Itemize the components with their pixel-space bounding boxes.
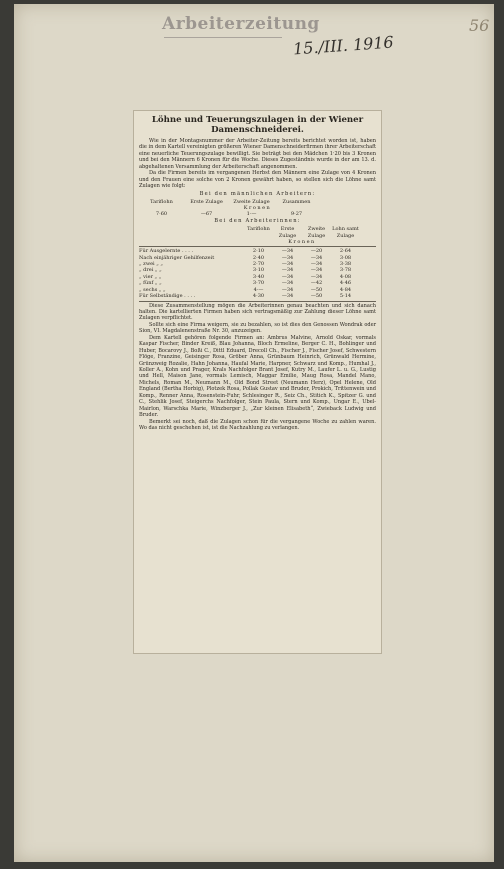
table-cell: —50 <box>310 286 323 293</box>
firm-list: Dem Kartell gehören folgende Firmen an: Ambrus Malvine, Arnold Oskar, vormals Kaspar Fischer, Binder Kreiß, Blau Johanna, Bloch Ermeline, Berger C. H., Bohlinger und Huber, Bocarovy J., Boßi C., Dittl Eduard, Drecoll Ch., Fischer J., Fischer Josef, Schwestern Flöge, Franzine, Geisinger Rosa, Gröber Anna, Grünbaum Heinrich, Grünwald Hermine, Grünzweig Rozalie, Hahn Johanna, Haufal Marie, Harpner, Schwarz und Komp., Humhal J., Koller A., Kohn und Prager, Krals Nachfolger Brant Josef, Kutry M., Laufer L. u. G., Lustig und Hell, Maison Jane, vormals Lemisch, Maggar Emilie, Maug Rosa, Mandel Mano, Michels, Roman M., Neumann M., Old Bond Street (Neumann Herz), Opel Helene, Old England (Bertha Horbig), Plotzek Rosa, Pollak Gustav und Bruder, Prokich, Trittenwein und Komp., Renner Anna, Rosenstein-Fuhr, Schlesinger R., Seiz Ch., Stitich K., Spitzer G. und C., Stehlik Josef, Steigerchs Nachfolger, Stein Paula, Stern und Komp., Ungar E., Ubel-Mairlon, Warschka Marie, Winzberger J., „Zur kleinen Elisabeth“, Zwieback Ludwig und Bruder. <box>139 334 376 419</box>
women-table-header <box>139 226 376 239</box>
page-number: 56 <box>469 16 490 35</box>
table-cell: —20 <box>310 248 323 255</box>
row-label: „ drei „ „ <box>139 267 162 274</box>
stamp-underline <box>164 37 282 38</box>
women-col-header: Zweite Zulage <box>307 226 326 239</box>
row-label: Für Selbständige . . . . <box>139 293 196 300</box>
newspaper-stamp: Arbeiterzeitung <box>162 14 320 34</box>
table-cell: 2·40 <box>252 254 265 261</box>
table-cell: 3·70 <box>252 280 265 287</box>
table-cell: —50 <box>310 293 323 300</box>
article-para2: Da die Firmen bereits im vergangenen Herbst den Männern eine Zulage von 4 Kronen und den Frauen eine solche von 2 Kronen gewährt haben, so stellen sich die Löhne samt Zulagen wie folgt: <box>139 170 376 190</box>
table-cell: 2·70 <box>252 261 265 268</box>
table-cell: —34 <box>281 254 294 261</box>
table-cell: —34 <box>310 254 323 261</box>
table-cell: —67 <box>200 211 213 218</box>
men-col-header: Erste Zulage <box>190 198 223 205</box>
table-cell: —34 <box>281 273 294 280</box>
women-table-body <box>134 248 381 299</box>
handwritten-date: 15./III. 1916 <box>292 32 395 59</box>
row-label: „ fünf „ „ <box>139 280 162 287</box>
table-cell: —34 <box>281 248 294 255</box>
table-cell: 5·14 <box>339 293 352 300</box>
women-table-units: Kronen <box>288 239 316 246</box>
article-para6: Bemerkt sei noch, daß die Zulagen schon für die vergangene Woche zu zahlen waren. Wo das nicht geschehen ist, ist die Nachzahlung zu verlangen. <box>139 418 376 432</box>
table-cell: 4·08 <box>339 273 352 280</box>
row-label: „ vier „ „ <box>139 273 162 280</box>
table-cell: 4·30 <box>252 293 265 300</box>
women-table-heading: Bei den Arbeiterinnen: <box>214 218 301 225</box>
table-cell: —34 <box>281 261 294 268</box>
row-label: Für Ausgelernte . . . . <box>139 248 194 255</box>
row-label: Nach einjähriger Gehilfenzeit <box>139 254 215 261</box>
table-cell: 3·40 <box>252 273 265 280</box>
article-para4: Sollte sich eine Firma weigern, sie zu bezahlen, so ist dies den Genossen Wondrak oder Sion, VI. Magdalenenstraße Nr. 30, anzuzeigen. <box>139 321 376 335</box>
table-cell: 2·10 <box>252 248 265 255</box>
men-col-header: Tariflohn <box>150 198 173 205</box>
table-cell: —34 <box>281 280 294 287</box>
row-label: „ zwei „ „ <box>139 261 164 268</box>
table-cell: 3·38 <box>339 261 352 268</box>
article-headline: Löhne und Teuerungszulagen in der Wiener Damenschneiderei. <box>151 115 364 135</box>
women-col-header: Erste Zulage <box>278 226 297 239</box>
row-label: „ sechs „ „ <box>139 286 166 293</box>
table-cell: —34 <box>281 293 294 300</box>
table-cell: 7·60 <box>155 211 168 218</box>
table-cell: —34 <box>281 267 294 274</box>
table-cell: —34 <box>310 267 323 274</box>
women-col-header: Lohn samt Zulage <box>332 226 359 239</box>
table-cell: 4·46 <box>339 280 352 287</box>
table-cell: —34 <box>310 261 323 268</box>
table-cell: 3·10 <box>252 267 265 274</box>
table-cell: 1·— <box>246 211 257 218</box>
article-para3: Diese Zusammenstellung mögen die Arbeiterinnen genau beachten und sich danach halten. Die kartellierten Firmen haben sich vertragsmäßig zur Zahlung dieser Löhne samt Zulagen verpflichtet. <box>139 302 376 322</box>
table-cell: —34 <box>310 273 323 280</box>
men-table-units: Kronen <box>243 205 272 212</box>
table-cell: —42 <box>310 280 323 287</box>
table-divider <box>139 246 376 247</box>
men-col-header: Zweite Zulage <box>233 198 270 205</box>
table-cell: 4·— <box>253 286 264 293</box>
table-cell: —34 <box>281 286 294 293</box>
men-table-heading: Bei den männlichen Arbeitern: <box>199 190 316 197</box>
table-cell: 2·64 <box>339 248 352 255</box>
table-divider <box>139 301 376 302</box>
women-table-units-row <box>139 239 376 245</box>
article-intro: Wie in der Montagsnummer der Arbeiter-Zeitung bereits berichtet worden ist, haben die in dem Kartell vereinigten größeren Wiener Damenschneiderfirmen ihrer Arbeiterschaft eine neuerliche Teuerungszulage bewilligt. Sie beträgt bei den Mädchen 1·20 bis 3 Kronen und bei den Männern 6 Kronen für die Woche. Dieses Zugeständnis wurde in der am 13. d. abgehaltenen Versammlung der Arbeiterschaft angenommen. <box>139 138 376 170</box>
women-table-row <box>139 293 376 299</box>
table-cell: 3·78 <box>339 267 352 274</box>
table-cell: 3·08 <box>339 254 352 261</box>
newspaper-clipping <box>133 110 382 654</box>
women-col-header: Tariflohn <box>247 226 270 233</box>
table-cell: 9·27 <box>290 211 303 218</box>
table-cell: 4·84 <box>339 286 352 293</box>
men-table-row <box>139 211 376 217</box>
men-col-header: Zusammen <box>282 198 311 205</box>
